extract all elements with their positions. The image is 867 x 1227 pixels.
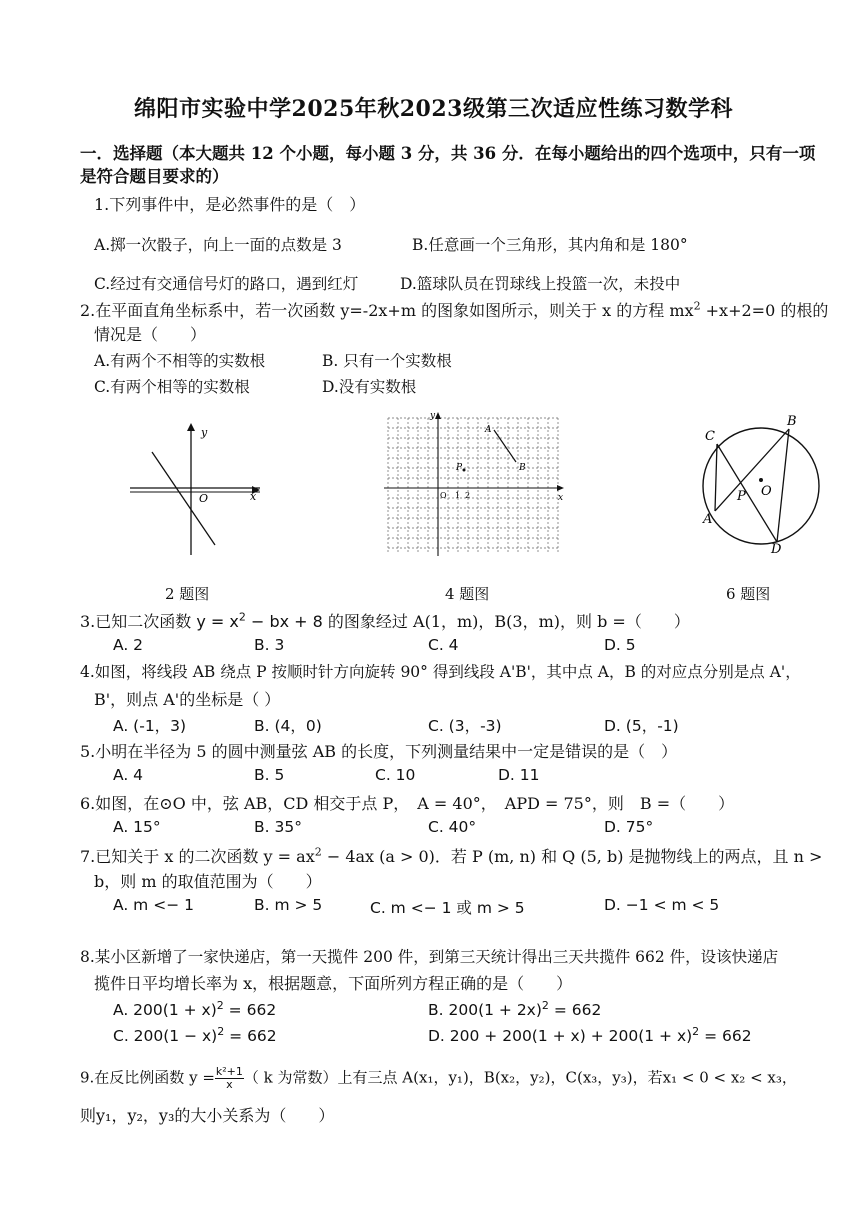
q7-stem-cont: b，则 m 的取值范围为（ ） <box>94 872 322 891</box>
q5-stem: 5.小明在半径为 5 的圆中测量弦 AB 的长度，下列测量结果中一定是错误的是（ ） <box>80 742 678 761</box>
fig2-caption: 2 题图 <box>165 585 210 603</box>
fig6-point-a: A <box>703 512 713 527</box>
q3-option-a: A. 2 <box>113 636 144 654</box>
fig2-y-label: y <box>201 426 208 439</box>
q6-option-b: B. 35° <box>254 818 302 836</box>
fig4-point-b: B <box>519 463 526 473</box>
q1-option-d: D.篮球队员在罚球线上投篮一次，未投中 <box>400 275 681 293</box>
fig4-point-a: A <box>485 425 492 435</box>
q8-option-d: D. $200 + 200(1 + x) + 200(1 + x)^2 = 662$ <box>428 1025 752 1046</box>
figure-2 <box>125 420 265 560</box>
q3-option-b: B. 3 <box>254 636 285 654</box>
q1-option-c: C.经过有交通信号灯的路口，遇到红灯 <box>94 275 359 293</box>
q8-option-a: A. $200(1 + x)^2 = 662$ <box>113 999 277 1020</box>
q9-stem-cont: 则y₁，y₂，y₃的大小关系为（ ） <box>80 1106 335 1125</box>
q3-stem: 3.已知二次函数 $y = x^2$ − bx + 8 的图象经过 A(1，m)，B(3，m)，则 b =（ ） <box>80 610 690 631</box>
q9-fraction: $\frac{\text{k²+1}}{x}$ <box>215 1065 243 1091</box>
q6-option-d: D. 75° <box>604 818 654 836</box>
q7-stem: 7.已知关于 x 的二次函数 $y = ax^2 - 4ax$ (a > 0)．若 P (m, n) 和 Q (5, b) 是抛物线上的两点，且 n > <box>80 845 823 866</box>
q4-option-b: B. (4，0) <box>254 717 322 735</box>
q8-stem-cont: 揽件日平均增长率为 x，根据题意，下面所列方程正确的是（ ） <box>94 974 573 993</box>
fig4-caption: 4 题图 <box>445 585 490 603</box>
figure-6 <box>695 410 835 560</box>
q4-option-c: C. (3，-3) <box>428 717 502 735</box>
q6-option-c: C. 40° <box>428 818 477 836</box>
q2-option-b: B. 只有一个实数根 <box>322 352 452 370</box>
q2-option-c: C.有两个相等的实数根 <box>94 378 250 396</box>
fig6-point-c: C <box>705 429 715 444</box>
q5-option-b: B. 5 <box>254 766 285 784</box>
q7-option-c: C. m <− 1 或 m > 5 <box>370 899 525 917</box>
fig6-point-o: O <box>761 484 772 499</box>
section-heading-cont: 是符合题目要求的） <box>80 167 229 186</box>
fig6-point-p: P <box>737 489 746 504</box>
q7-option-d: D. −1 < m < 5 <box>604 896 720 914</box>
q4-stem-cont: B'，则点 A'的坐标是（ ） <box>94 690 281 709</box>
q2-option-a: A.有两个不相等的实数根 <box>94 352 266 370</box>
q8-option-c: C. $200(1 - x)^2 = 662$ <box>113 1025 277 1046</box>
fig4-x-label: x <box>558 493 564 503</box>
q1-stem: 1.下列事件中，是必然事件的是（ ） <box>94 195 366 214</box>
q8-option-b: B. $200(1 + 2x)^2 = 662$ <box>428 999 602 1020</box>
q3-option-d: D. 5 <box>604 636 636 654</box>
q2-option-d: D.没有实数根 <box>322 378 417 396</box>
fig6-point-b: B <box>787 414 797 429</box>
fig4-tick-2: 2 <box>465 491 471 500</box>
q8-stem: 8.某小区新增了一家快递店，第一天揽件 200 件，到第三天统计得出三天共揽件 662 件，设该快递店 <box>80 948 779 966</box>
fig6-caption: 6 题图 <box>726 585 771 603</box>
q1-option-a: A.掷一次骰子，向上一面的点数是 3 <box>94 236 342 254</box>
fig4-point-p: P <box>456 463 463 473</box>
q1-option-b: B.任意画一个三角形，其内角和是 180° <box>412 236 688 254</box>
section-heading: 一．选择题（本大题共 12 个小题，每小题 3 分，共 36 分．在每小题给出的四个选项中，只有一项 <box>80 144 816 163</box>
fig2-x-label: x <box>250 490 257 503</box>
q2-stem: 2.在平面直角坐标系中，若一次函数 y=-2x+m 的图象如图所示，则关于 x 的方程 $mx^2 +x+2=0$ 的根的 <box>80 299 829 320</box>
q7-option-b: B. m > 5 <box>254 896 323 914</box>
q5-option-a: A. 4 <box>113 766 144 784</box>
q9-stem: 9.在反比例函数 y = $\frac{\text{k²+1}}{x}$ （ k 为常数）上有三点 A(x₁，y₁)，B(x₂，y₂)，C(x₃，y₃)，若x₁ < 0 < x₂ < x₃， <box>80 1065 797 1091</box>
q4-option-a: A. (-1，3) <box>113 717 187 735</box>
q7-option-a: A. m <− 1 <box>113 896 194 914</box>
q5-option-d: D. 11 <box>498 766 540 784</box>
figure-4 <box>382 410 567 558</box>
page-title: 绵阳市实验中学2025年秋2023级第三次适应性练习数学科 <box>134 96 733 122</box>
fig4-y-label: y <box>430 411 436 421</box>
q4-option-d: D. (5，-1) <box>604 717 679 735</box>
q3-option-c: C. 4 <box>428 636 459 654</box>
q6-option-a: A. 15° <box>113 818 161 836</box>
q6-stem: 6.如图，在⊙O 中，弦 AB，CD 相交于点 P， A = 40°， APD = 75°，则 B =（ ） <box>80 794 735 813</box>
fig4-origin-label: O <box>440 491 447 500</box>
fig6-point-d: D <box>771 542 782 557</box>
fig2-origin-label: O <box>199 492 209 505</box>
fig4-tick-1: 1 <box>455 491 461 500</box>
q4-stem: 4.如图，将线段 AB 绕点 P 按顺时针方向旋转 90° 得到线段 A'B'，其中点 A，B 的对应点分别是点 A'， <box>80 663 801 681</box>
q5-option-c: C. 10 <box>375 766 416 784</box>
q2-stem-cont: 情况是（ ） <box>94 325 207 344</box>
